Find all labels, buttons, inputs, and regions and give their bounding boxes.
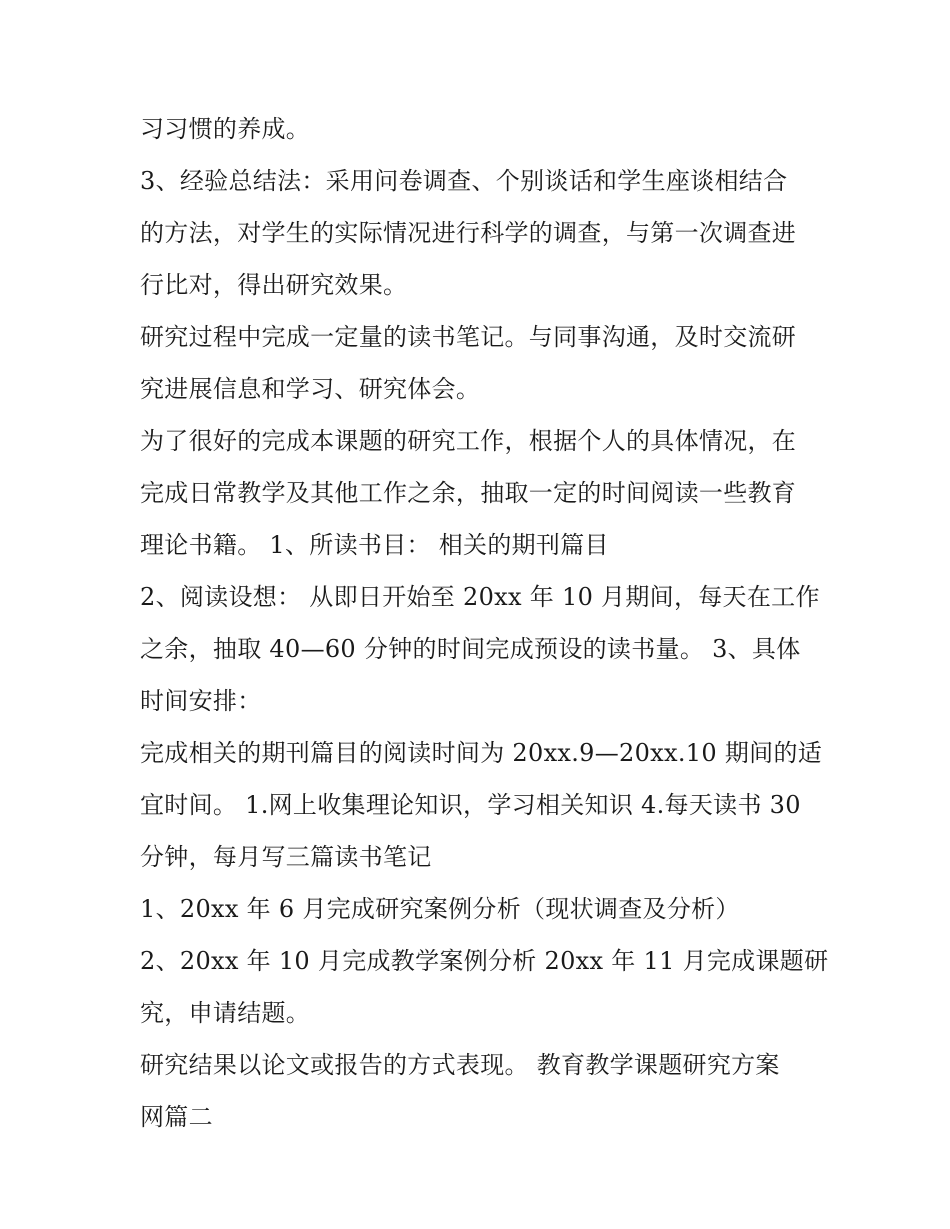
text-line: 分钟，每月写三篇读书笔记 (140, 843, 432, 871)
text-line: 研究结果以论文或报告的方式表现。 教育教学课题研究方案 (140, 1051, 780, 1079)
text-line: 为了很好的完成本课题的研究工作，根据个人的具体情况，在 (140, 427, 797, 455)
document-body (140, 103, 829, 1143)
text-line: 完成日常教学及其他工作之余，抽取一定的时间阅读一些教育 (140, 479, 797, 507)
text-line: 3、经验总结法：采用问卷调查、个别谈话和学生座谈相结合 (140, 167, 788, 195)
text-line: 行比对，得出研究效果。 (140, 271, 408, 299)
text-line: 之余，抽取 40—60 分钟的时间完成预设的读书量。 3、具体 (140, 635, 801, 663)
text-line: 时间安排： (140, 687, 262, 715)
text-line: 理论书籍。 1、所读书目： 相关的期刊篇目 (140, 531, 609, 559)
text-line: 究，申请结题。 (140, 999, 311, 1027)
text-line: 研究过程中完成一定量的读书笔记。与同事沟通，及时交流研 (140, 323, 797, 351)
text-line: 2、阅读设想： 从即日开始至 20xx 年 10 月期间，每天在工作 (140, 583, 820, 611)
text-line: 2、20xx 年 10 月完成教学案例分析 20xx 年 11 月完成课题研 (140, 947, 829, 975)
text-line: 网篇二 (140, 1103, 213, 1131)
text-line: 宜时间。 1.网上收集理论知识，学习相关知识 4.每天读书 30 (140, 791, 801, 819)
text-line: 1、20xx 年 6 月完成研究案例分析（现状调查及分析） (140, 895, 740, 923)
text-line: 的方法，对学生的实际情况进行科学的调查，与第一次调查进 (140, 219, 797, 247)
text-line: 完成相关的期刊篇目的阅读时间为 20xx.9—20xx.10 期间的适 (140, 739, 823, 767)
text-line: 究进展信息和学习、研究体会。 (140, 375, 481, 403)
text-line: 习习惯的养成。 (140, 115, 311, 143)
